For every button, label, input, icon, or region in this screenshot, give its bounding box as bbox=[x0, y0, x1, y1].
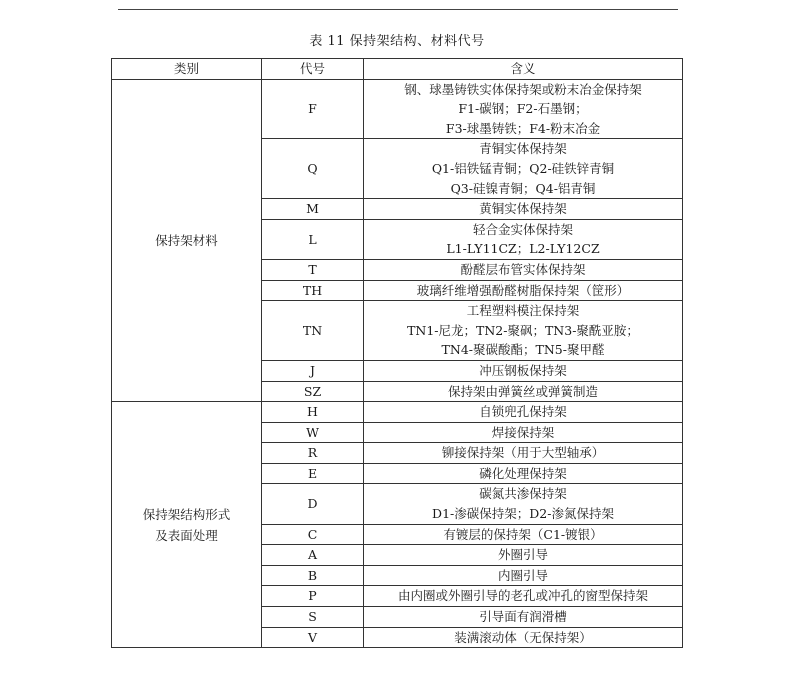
code-cell: P bbox=[262, 586, 364, 607]
cage-code-table bbox=[111, 58, 683, 648]
meaning-line: 轻合金实体保持架 bbox=[472, 221, 573, 237]
code-cell: SZ bbox=[262, 381, 364, 402]
code-cell: J bbox=[262, 360, 364, 381]
code-cell: D bbox=[262, 484, 364, 524]
meaning-cell bbox=[364, 484, 683, 524]
meaning-line: F3-球墨铸铁；F4-粉末冶金 bbox=[445, 120, 601, 136]
table-title: 表 11 保持架结构、材料代号 bbox=[309, 34, 485, 49]
meaning-line: 钢、球墨铸铁实体保持架或粉末冶金保持架 bbox=[404, 81, 642, 97]
meaning-line: Q1-铝铁锰青铜；Q2-硅铁锌青铜 bbox=[431, 160, 615, 176]
category-cell bbox=[112, 402, 262, 648]
code-cell: W bbox=[262, 422, 364, 443]
meaning-cell bbox=[364, 199, 683, 220]
meaning-line: 装满滚动体（无保持架） bbox=[454, 629, 592, 645]
meaning-cell bbox=[364, 360, 683, 381]
meaning-cell bbox=[364, 463, 683, 484]
meaning-line: 内圈引导 bbox=[497, 567, 548, 583]
meaning-line: 工程塑料模注保持架 bbox=[466, 303, 580, 319]
meaning-cell bbox=[364, 545, 683, 566]
category-cell bbox=[112, 79, 262, 402]
header-meaning: 含义 bbox=[364, 59, 683, 80]
meaning-cell bbox=[364, 139, 683, 199]
meaning-line: TN1-尼龙；TN2-聚砜；TN3-聚酰亚胺； bbox=[407, 322, 639, 338]
meaning-line: 外圈引导 bbox=[497, 547, 548, 563]
table-row bbox=[112, 402, 683, 423]
code-cell: TH bbox=[262, 280, 364, 301]
meaning-cell bbox=[364, 381, 683, 402]
meaning-line: 自锁兜孔保持架 bbox=[479, 404, 567, 420]
code-cell: V bbox=[262, 627, 364, 648]
top-rule bbox=[118, 9, 678, 10]
meaning-cell bbox=[364, 402, 683, 423]
meaning-line: L1-LY11CZ；L2-LY12CZ bbox=[446, 241, 600, 257]
table-body bbox=[112, 79, 683, 648]
code-cell: L bbox=[262, 219, 364, 259]
meaning-line: 保持架由弹簧丝或弹簧制造 bbox=[447, 383, 598, 399]
meaning-line: F1-碳钢；F2-石墨钢； bbox=[458, 101, 588, 117]
meaning-line: 酚醛层布管实体保持架 bbox=[460, 261, 586, 277]
meaning-cell bbox=[364, 79, 683, 139]
meaning-cell bbox=[364, 443, 683, 464]
meaning-line: 引导面有润滑槽 bbox=[479, 609, 567, 625]
code-cell: B bbox=[262, 565, 364, 586]
table-row bbox=[112, 79, 683, 139]
meaning-line: 碳氮共渗保持架 bbox=[479, 486, 567, 502]
meaning-cell bbox=[364, 301, 683, 361]
header-code: 代号 bbox=[262, 59, 364, 80]
meaning-line: 玻璃纤维增强酚醛树脂保持架（筐形） bbox=[416, 282, 630, 298]
meaning-cell bbox=[364, 627, 683, 648]
meaning-line: 焊接保持架 bbox=[491, 424, 555, 440]
meaning-line: 铆接保持架（用于大型轴承） bbox=[441, 445, 605, 461]
category-label: 保持架结构形式 bbox=[142, 506, 231, 522]
code-cell: H bbox=[262, 402, 364, 423]
category-label: 及表面处理 bbox=[155, 527, 218, 543]
meaning-cell bbox=[364, 280, 683, 301]
code-cell: F bbox=[262, 79, 364, 139]
code-cell: M bbox=[262, 199, 364, 220]
meaning-line: 冲压钢板保持架 bbox=[479, 362, 567, 378]
meaning-line: TN4-聚碳酸酯；TN5-聚甲醛 bbox=[441, 342, 605, 358]
code-cell: S bbox=[262, 607, 364, 628]
meaning-cell bbox=[364, 524, 683, 545]
meaning-line: 由内圈或外圈引导的老孔或冲孔的窗型保持架 bbox=[397, 588, 648, 604]
meaning-cell bbox=[364, 607, 683, 628]
code-cell: E bbox=[262, 463, 364, 484]
meaning-cell bbox=[364, 259, 683, 280]
meaning-cell bbox=[364, 565, 683, 586]
meaning-line: D1-渗碳保持架；D2-渗氮保持架 bbox=[432, 506, 614, 522]
meaning-line: Q3-硅镍青铜；Q4-铝青铜 bbox=[450, 180, 596, 196]
meaning-line: 有镀层的保持架（C1-镀银） bbox=[443, 526, 603, 542]
category-label: 保持架材料 bbox=[155, 232, 218, 248]
header-category: 类别 bbox=[112, 59, 262, 80]
code-cell: R bbox=[262, 443, 364, 464]
code-cell: A bbox=[262, 545, 364, 566]
meaning-cell bbox=[364, 586, 683, 607]
meaning-cell bbox=[364, 422, 683, 443]
code-cell: T bbox=[262, 259, 364, 280]
meaning-line: 青铜实体保持架 bbox=[479, 141, 567, 157]
meaning-line: 黄铜实体保持架 bbox=[479, 201, 567, 217]
code-cell: Q bbox=[262, 139, 364, 199]
code-cell: C bbox=[262, 524, 364, 545]
meaning-cell bbox=[364, 219, 683, 259]
header-row bbox=[112, 59, 683, 80]
meaning-line: 磷化处理保持架 bbox=[479, 465, 567, 481]
code-cell: TN bbox=[262, 301, 364, 361]
